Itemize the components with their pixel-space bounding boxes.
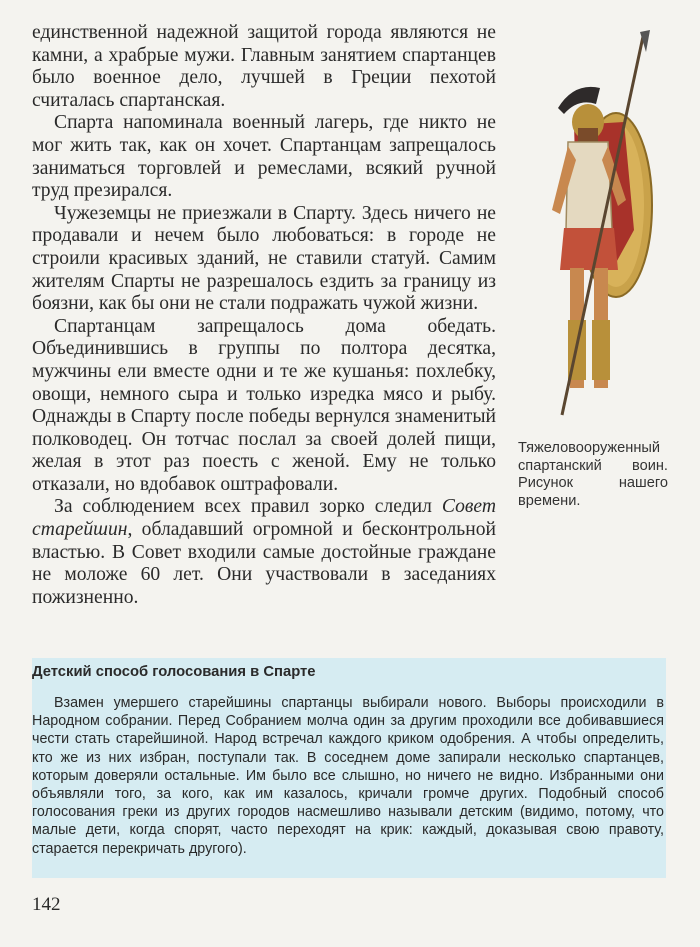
paragraph-5-start: За соблюдением всех правил зорко следил: [54, 496, 442, 518]
paragraph-1: единственной надежной защитой города являются не камни, а храбрые мужи. Главным занятием спартанцев было военное дело, лучшей в Греции пехотой считалась спартанская.: [32, 22, 496, 111]
info-box-text: Взамен умершего старейшины спартанцы выбирали нового. Выборы происходили в Народном собрании. Перед Собранием молча один за другим проходили все добивавшиеся чести стать старейшиной. Народ встречал каждого криком одобрения. А чтобы определить, кто же из них избран, поступали так. В соседнем доме запирали несколько спартанцев, которым доверяли остальные. Им было все слышно, но ничего не видно. Избранными они объявляли того, за кого, как им казалось, кричали громче других. Подобный способ голосования греки из других городов насмешливо называли детским (видимо, потому, что малые дети, когда спорят, часто переходят на крик: каждый, доказывая свою правоту, старается перекричать другого).: [32, 695, 664, 857]
paragraph-2: Спарта напоминала военный лагерь, где никто не мог жить так, как он хочет. Спартанцам запрещалось заниматься торговлей и ремеслами, всякий ручной труд презирался.: [32, 112, 496, 202]
council-term: Совет старейшин: [32, 496, 496, 541]
paragraph-4: Спартанцам запрещалось дома обедать. Объединившись в группы по полтора десятка, мужчины ели вместе одни и те же кушанья: похлебку, овощи, немного сыра и только изредка мясо и рыбу. Однажды в Спарту после победы вернулся знаменитый полководец. Он тотчас послал за своей долей пищи, желая в этот раз поесть с женой. Ему не только отказали, но вдобавок оштрафовали.: [32, 315, 496, 495]
paragraph-5: [32, 496, 496, 609]
paragraph-5-end: , обладавший огромной и бесконтрольной властью. В Совет входили самые достойные граждане не моложе 60 лет. Они участвовали в заседаниях пожизненно.: [32, 519, 496, 608]
tunic: [560, 228, 618, 270]
page-number: 142: [32, 894, 61, 915]
spartan-warrior-illustration: [516, 30, 666, 425]
paragraph-3: Чужеземцы не приезжали в Спарту. Здесь ничего не продавали и нечем было любоваться: в городе не строили красивых зданий, не ставили статуй. Самим жителям Спарты не разрешалось ездить за границу из боязни, как бы они не стали подражать чужой жизни.: [32, 202, 496, 315]
warrior-drawing: [516, 30, 666, 425]
main-text: [32, 22, 496, 609]
info-box-title: Детский способ голосования в Спарте: [32, 664, 316, 680]
info-box-body: [32, 694, 664, 858]
right-greave: [592, 320, 610, 380]
figure-caption: Тяжеловооруженный спартанский воин. Рисунок нашего времени.: [518, 440, 668, 509]
